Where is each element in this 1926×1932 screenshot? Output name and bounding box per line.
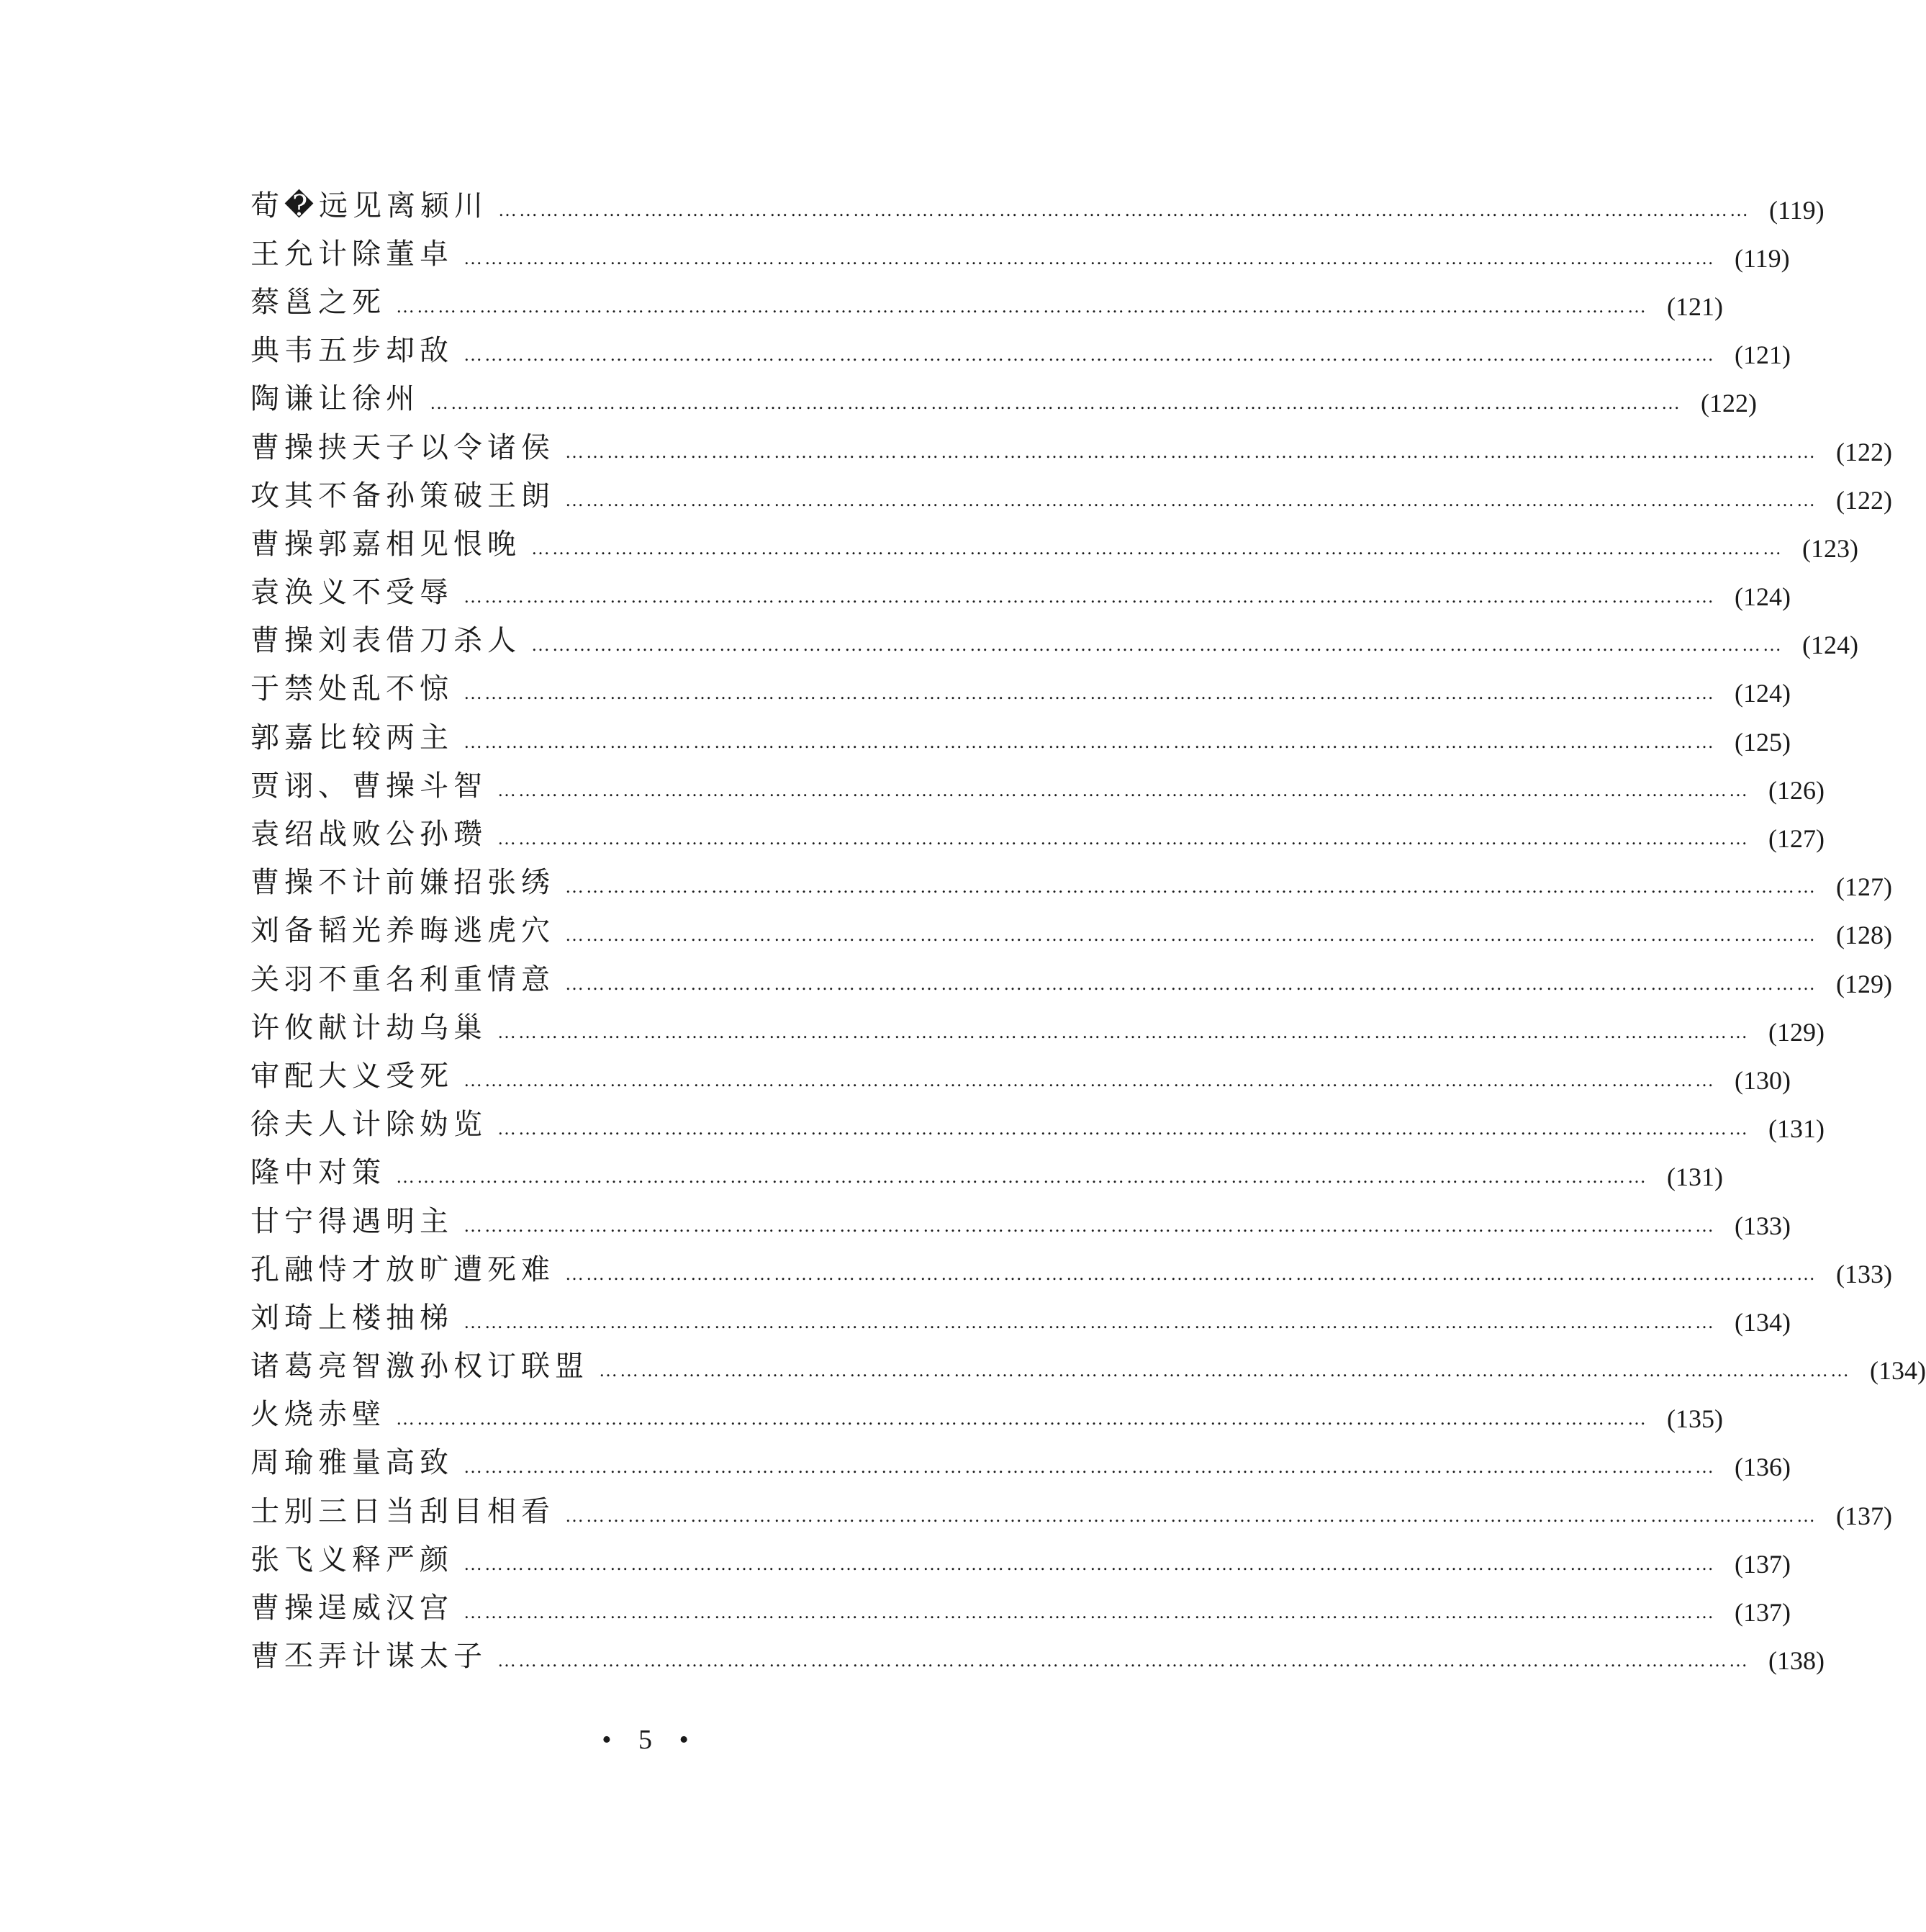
toc-entry-title: 审配大义受死	[250, 1059, 453, 1093]
toc-entry	[250, 1149, 1723, 1197]
toc-entry-title: 袁绍战败公孙瓒	[250, 818, 487, 852]
toc-entry-page: (127)	[1768, 824, 1825, 854]
dot-leader: ………………………………………………………………………………………………………………………………………………………………	[497, 1118, 1750, 1139]
toc-entry	[250, 569, 1791, 617]
dot-leader: ………………………………………………………………………………………………………………………………………………………………	[531, 537, 1783, 559]
dot-leader: ………………………………………………………………………………………………………………………………………………………………	[565, 924, 1817, 946]
toc-entry	[250, 1439, 1791, 1487]
toc-entry	[250, 1584, 1791, 1632]
dot-leader: ………………………………………………………………………………………………………………………………………………………………	[464, 682, 1716, 704]
dot-leader: ………………………………………………………………………………………………………………………………………………………………	[464, 1311, 1716, 1332]
toc-entry	[250, 471, 1892, 520]
toc-entry	[250, 1487, 1892, 1535]
page-number: • 5 •	[602, 1725, 699, 1755]
toc-entry-title: 典韦五步却敌	[250, 334, 453, 368]
dot-leader: ………………………………………………………………………………………………………………………………………………………………	[464, 1602, 1716, 1623]
toc-entry-title: 刘备韬光养晦逃虎穴	[250, 914, 555, 948]
toc-entry-page: (122)	[1701, 389, 1757, 418]
toc-entry-title: 周瑜雅量高致	[250, 1446, 453, 1480]
toc-entry-title: 诸葛亮智激孙权订联盟	[250, 1350, 589, 1383]
toc-entry	[250, 1633, 1825, 1681]
toc-entry-page: (131)	[1768, 1114, 1825, 1144]
toc-entry-title: 于禁处乱不惊	[250, 672, 453, 706]
toc-entry-page: (127)	[1836, 872, 1892, 902]
dot-leader: ………………………………………………………………………………………………………………………………………………………………	[464, 1553, 1716, 1574]
toc-entry-title: 关羽不重名利重情意	[250, 962, 555, 996]
toc-entry-page: (138)	[1768, 1646, 1825, 1676]
toc-entry	[250, 859, 1892, 907]
dot-leader: ………………………………………………………………………………………………………………………………………………………………	[430, 392, 1682, 414]
dot-leader: ………………………………………………………………………………………………………………………………………………………………	[531, 634, 1783, 656]
toc-entry-page: (123)	[1802, 533, 1858, 563]
toc-entry	[250, 907, 1892, 955]
dot-leader: ………………………………………………………………………………………………………………………………………………………………	[396, 1166, 1648, 1188]
toc-entry-title: 曹操不计前嫌招张绣	[250, 866, 555, 900]
dot-leader: ………………………………………………………………………………………………………………………………………………………………	[565, 972, 1817, 994]
toc-entry-page: (133)	[1735, 1211, 1791, 1240]
toc-entry-page: (124)	[1735, 582, 1791, 612]
toc-entry	[250, 1391, 1723, 1439]
dot-leader: ………………………………………………………………………………………………………………………………………………………………	[498, 199, 1751, 220]
toc-entry-page: (135)	[1667, 1404, 1723, 1434]
toc-entry-title: 甘宁得遇明主	[250, 1204, 453, 1238]
dot-leader: ………………………………………………………………………………………………………………………………………………………………	[464, 731, 1716, 752]
toc-entry	[250, 617, 1858, 665]
dot-leader: ………………………………………………………………………………………………………………………………………………………………	[396, 1408, 1648, 1430]
toc-entry-title: 徐夫人计除妫览	[250, 1108, 487, 1142]
toc-entry-title: 王允计除董卓	[250, 237, 453, 271]
toc-entry-page: (121)	[1735, 340, 1791, 370]
toc-entry-title: 贾诩、曹操斗智	[250, 769, 487, 803]
toc-entry	[250, 1342, 1926, 1391]
dot-leader: ………………………………………………………………………………………………………………………………………………………………	[464, 247, 1716, 268]
toc-entry	[250, 762, 1825, 810]
toc-entry	[250, 810, 1825, 858]
dot-leader: ………………………………………………………………………………………………………………………………………………………………	[464, 1456, 1716, 1478]
dot-leader: ………………………………………………………………………………………………………………………………………………………………	[565, 441, 1817, 462]
toc-entry-page: (129)	[1836, 969, 1892, 998]
toc-entry-page: (119)	[1769, 195, 1825, 225]
toc-entry-page: (119)	[1735, 243, 1790, 273]
toc-entry-title: 火烧赤壁	[250, 1398, 386, 1432]
dot-leader: ………………………………………………………………………………………………………………………………………………………………	[396, 295, 1648, 317]
toc-entry-title: 郭嘉比较两主	[250, 721, 453, 754]
toc-entry-title: 曹操刘表借刀杀人	[250, 624, 521, 658]
toc-entry-page: (128)	[1836, 921, 1892, 950]
toc-entry-title: 攻其不备孙策破王朗	[250, 479, 555, 513]
toc-entry	[250, 1101, 1825, 1149]
toc-entry-page: (126)	[1768, 775, 1825, 805]
toc-entry	[250, 278, 1723, 326]
toc-entry	[250, 1197, 1791, 1245]
toc-entry-page: (131)	[1667, 1163, 1723, 1192]
dot-leader: ………………………………………………………………………………………………………………………………………………………………	[497, 1021, 1750, 1042]
toc-entry-title: 曹操郭嘉相见恨晚	[250, 527, 521, 561]
toc-entry	[250, 230, 1790, 278]
toc-entry	[250, 327, 1791, 375]
dot-leader: ………………………………………………………………………………………………………………………………………………………………	[565, 1504, 1817, 1526]
toc-entry-page: (122)	[1836, 437, 1892, 466]
toc-entry-page: (136)	[1735, 1453, 1791, 1482]
toc-entry	[250, 1052, 1791, 1100]
dot-leader: ………………………………………………………………………………………………………………………………………………………………	[497, 1650, 1750, 1671]
toc-entry-title: 曹操逞威汉宫	[250, 1592, 453, 1625]
toc-entry	[250, 181, 1825, 230]
toc-entry-title: 荀�远见离颍川	[250, 189, 489, 222]
toc-entry-page: (137)	[1735, 1598, 1791, 1628]
toc-entry-page: (134)	[1870, 1356, 1926, 1386]
toc-entry	[250, 375, 1757, 423]
toc-entry	[250, 713, 1791, 762]
toc-entry-page: (121)	[1667, 292, 1723, 321]
toc-entry-page: (129)	[1768, 1017, 1825, 1047]
toc-entry-title: 蔡邕之死	[250, 285, 386, 319]
toc-entry-page: (130)	[1735, 1065, 1791, 1095]
toc-entry	[250, 520, 1858, 568]
toc-entry-page: (137)	[1735, 1549, 1791, 1579]
toc-entry-title: 士别三日当刮目相看	[250, 1494, 555, 1528]
toc-entry-page: (133)	[1836, 1259, 1892, 1288]
toc-entry-title: 孔融恃才放旷遭死难	[250, 1252, 555, 1286]
dot-leader: ………………………………………………………………………………………………………………………………………………………………	[599, 1360, 1851, 1381]
toc-entry	[250, 1003, 1825, 1052]
dot-leader: ………………………………………………………………………………………………………………………………………………………………	[464, 344, 1716, 366]
toc-entry-title: 刘琦上楼抽梯	[250, 1301, 453, 1335]
dot-leader: ………………………………………………………………………………………………………………………………………………………………	[464, 586, 1716, 608]
toc-entry	[250, 665, 1791, 713]
dot-leader: ………………………………………………………………………………………………………………………………………………………………	[497, 828, 1750, 849]
toc-entry	[250, 955, 1892, 1003]
toc-entry	[250, 1245, 1892, 1294]
toc-entry-title: 陶谦让徐州	[250, 382, 420, 416]
dot-leader: ………………………………………………………………………………………………………………………………………………………………	[464, 1069, 1716, 1091]
toc-entry-page: (122)	[1836, 485, 1892, 515]
dot-leader: ………………………………………………………………………………………………………………………………………………………………	[464, 1214, 1716, 1236]
toc-entry-title: 袁涣义不受辱	[250, 576, 453, 610]
toc-entry-page: (124)	[1735, 679, 1791, 708]
toc-entry	[250, 1294, 1791, 1342]
dot-leader: ………………………………………………………………………………………………………………………………………………………………	[497, 779, 1750, 800]
table-of-contents	[250, 181, 1926, 1681]
toc-entry	[250, 423, 1892, 471]
toc-entry-title: 曹丕弄计谋太子	[250, 1640, 487, 1674]
dot-leader: ………………………………………………………………………………………………………………………………………………………………	[565, 876, 1817, 898]
dot-leader: ………………………………………………………………………………………………………………………………………………………………	[565, 1263, 1817, 1284]
toc-entry-page: (134)	[1735, 1307, 1791, 1337]
toc-entry-page: (124)	[1802, 631, 1858, 660]
toc-entry-page: (137)	[1836, 1501, 1892, 1530]
toc-entry	[250, 1535, 1791, 1584]
toc-entry-title: 隆中对策	[250, 1156, 386, 1190]
toc-entry-title: 张飞义释严颜	[250, 1543, 453, 1576]
toc-entry-page: (125)	[1735, 727, 1791, 757]
toc-entry-title: 曹操挟天子以令诸侯	[250, 430, 555, 464]
toc-entry-title: 许攸献计劫乌巢	[250, 1011, 487, 1044]
dot-leader: ………………………………………………………………………………………………………………………………………………………………	[565, 489, 1817, 510]
